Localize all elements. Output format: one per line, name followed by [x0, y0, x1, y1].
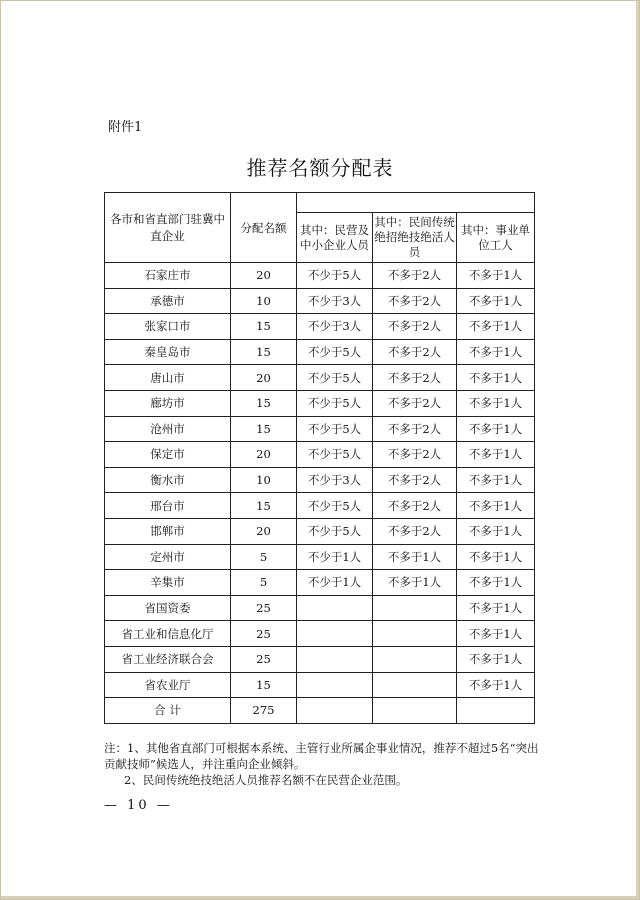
cell-folk [373, 672, 457, 698]
cell-region: 辛集市 [105, 570, 231, 596]
cell-private: 不少于3人 [297, 467, 373, 493]
cell-private [297, 621, 373, 647]
cell-folk: 不多于1人 [373, 544, 457, 570]
header-blank [297, 193, 535, 213]
cell-quota: 15 [231, 416, 297, 442]
cell-region: 定州市 [105, 544, 231, 570]
cell-private: 不少于5人 [297, 416, 373, 442]
cell-public [457, 698, 535, 724]
table-row [105, 288, 535, 314]
table-row [105, 365, 535, 391]
table-row [105, 570, 535, 596]
cell-public: 不多于1人 [457, 365, 535, 391]
cell-region: 省农业厅 [105, 672, 231, 698]
table-title: 推荐名额分配表 [246, 156, 394, 180]
cell-private: 不少于1人 [297, 570, 373, 596]
cell-quota: 20 [231, 263, 297, 289]
cell-private: 不少于3人 [297, 314, 373, 340]
cell-region: 唐山市 [105, 365, 231, 391]
cell-public: 不多于1人 [457, 467, 535, 493]
allocation-table [104, 192, 535, 724]
cell-folk: 不多于2人 [373, 288, 457, 314]
note-1: 注：1、其他省直部门可根据本系统、主管行业所属企事业情况，推荐不超过5名“突出贡献技师”候选人，并注重向企业倾斜。 [104, 741, 539, 771]
cell-folk [373, 621, 457, 647]
cell-quota: 25 [231, 646, 297, 672]
cell-public: 不多于1人 [457, 518, 535, 544]
cell-public: 不多于1人 [457, 672, 535, 698]
cell-folk: 不多于2人 [373, 263, 457, 289]
cell-private: 不少于5人 [297, 518, 373, 544]
cell-public: 不多于1人 [457, 263, 535, 289]
cell-folk [373, 698, 457, 724]
cell-public: 不多于1人 [457, 390, 535, 416]
header-region: 各市和省直部门驻冀中直企业 [105, 193, 231, 263]
cell-public: 不多于1人 [457, 416, 535, 442]
table-row [105, 493, 535, 519]
cell-folk: 不多于2人 [373, 518, 457, 544]
table-row [105, 698, 535, 724]
cell-region: 石家庄市 [105, 263, 231, 289]
cell-private [297, 646, 373, 672]
cell-region: 省国资委 [105, 595, 231, 621]
cell-private: 不少于5人 [297, 493, 373, 519]
cell-public: 不多于1人 [457, 570, 535, 596]
cell-quota: 15 [231, 314, 297, 340]
cell-folk: 不多于2人 [373, 390, 457, 416]
table-row [105, 339, 535, 365]
cell-region: 合 计 [105, 698, 231, 724]
cell-quota: 275 [231, 698, 297, 724]
cell-private: 不少于3人 [297, 288, 373, 314]
table-row [105, 646, 535, 672]
note-2: 2、民间传统绝技绝活人员推荐名额不在民营企业范围。 [124, 773, 408, 787]
cell-private: 不少于5人 [297, 442, 373, 468]
header-public-institution: 其中：事业单位工人 [457, 213, 535, 263]
cell-region: 邢台市 [105, 493, 231, 519]
cell-region: 张家口市 [105, 314, 231, 340]
cell-folk [373, 646, 457, 672]
page-number: — 10 — [104, 798, 173, 813]
cell-quota: 10 [231, 288, 297, 314]
header-quota: 分配名额 [231, 193, 297, 263]
cell-quota: 15 [231, 493, 297, 519]
cell-folk: 不多于2人 [373, 442, 457, 468]
cell-quota: 20 [231, 442, 297, 468]
cell-private [297, 698, 373, 724]
cell-public: 不多于1人 [457, 595, 535, 621]
cell-public: 不多于1人 [457, 339, 535, 365]
cell-quota: 20 [231, 365, 297, 391]
table-row [105, 518, 535, 544]
cell-folk: 不多于2人 [373, 365, 457, 391]
cell-quota: 15 [231, 339, 297, 365]
cell-quota: 20 [231, 518, 297, 544]
table-row [105, 595, 535, 621]
notes [104, 740, 544, 788]
cell-private: 不少于5人 [297, 339, 373, 365]
cell-quota: 25 [231, 595, 297, 621]
cell-public: 不多于1人 [457, 544, 535, 570]
cell-region: 省工业和信息化厅 [105, 621, 231, 647]
table-row [105, 467, 535, 493]
cell-region: 秦皇岛市 [105, 339, 231, 365]
cell-folk: 不多于2人 [373, 339, 457, 365]
cell-public: 不多于1人 [457, 493, 535, 519]
cell-quota: 10 [231, 467, 297, 493]
cell-private: 不少于5人 [297, 365, 373, 391]
table-row [105, 442, 535, 468]
cell-region: 承德市 [105, 288, 231, 314]
cell-folk: 不多于1人 [373, 570, 457, 596]
table-row [105, 263, 535, 289]
cell-folk: 不多于2人 [373, 314, 457, 340]
cell-private [297, 672, 373, 698]
cell-region: 衡水市 [105, 467, 231, 493]
table-row [105, 621, 535, 647]
attachment-label: 附件1 [108, 120, 143, 135]
cell-private [297, 595, 373, 621]
cell-region: 省工业经济联合会 [105, 646, 231, 672]
table-row [105, 314, 535, 340]
cell-region: 保定市 [105, 442, 231, 468]
cell-quota: 25 [231, 621, 297, 647]
cell-public: 不多于1人 [457, 646, 535, 672]
cell-quota: 15 [231, 672, 297, 698]
cell-private: 不少于5人 [297, 390, 373, 416]
cell-folk: 不多于2人 [373, 467, 457, 493]
cell-public: 不多于1人 [457, 314, 535, 340]
cell-quota: 15 [231, 390, 297, 416]
table-row [105, 390, 535, 416]
cell-public: 不多于1人 [457, 288, 535, 314]
cell-private: 不少于5人 [297, 263, 373, 289]
cell-quota: 5 [231, 544, 297, 570]
table-row [105, 672, 535, 698]
table-row [105, 544, 535, 570]
cell-quota: 5 [231, 570, 297, 596]
cell-region: 廊坊市 [105, 390, 231, 416]
cell-folk: 不多于2人 [373, 493, 457, 519]
table-row [105, 416, 535, 442]
cell-region: 邯郸市 [105, 518, 231, 544]
cell-folk [373, 595, 457, 621]
cell-folk: 不多于2人 [373, 416, 457, 442]
cell-public: 不多于1人 [457, 442, 535, 468]
cell-region: 沧州市 [105, 416, 231, 442]
header-private-enterprise: 其中：民营及中小企业人员 [297, 213, 373, 263]
cell-private: 不少于1人 [297, 544, 373, 570]
cell-public: 不多于1人 [457, 621, 535, 647]
header-folk-skills: 其中：民间传统绝招绝技绝活人员 [373, 213, 457, 263]
